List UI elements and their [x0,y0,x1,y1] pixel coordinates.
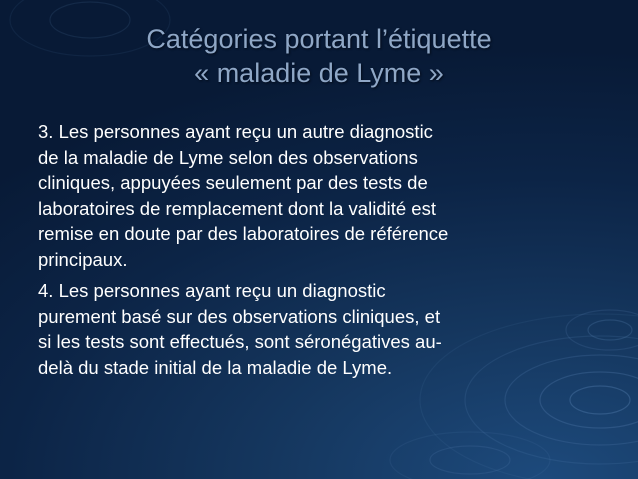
paragraph-line: si les tests sont effectués, sont séronégatives au- [38,331,442,352]
slide-body [38,119,598,386]
paragraph-line: de la maladie de Lyme selon des observations [38,146,418,168]
paragraph-line: 4. Les personnes ayant reçu un diagnostic [38,280,386,301]
paragraph-line: 3. Les personnes ayant reçu un autre diagnostic [38,121,433,142]
paragraph-line: principaux. [38,248,128,270]
paragraph-4 [38,278,598,380]
title-line-2: « maladie de Lyme » [194,58,444,88]
title-line-1: Catégories portant l’étiquette [146,24,492,54]
paragraph-line: cliniques, appuyées seulement par des tests de [38,172,428,193]
slide-title [60,22,578,90]
paragraph-line: laboratoires de remplacement dont la validité est [38,197,436,219]
paragraph-line: remise en doute par des laboratoires de référence [38,223,449,244]
paragraph-line: purement basé sur des observations cliniques, et [38,305,441,327]
paragraph-line: delà du stade initial de la maladie de Lyme. [38,356,393,378]
paragraph-3 [38,119,598,272]
